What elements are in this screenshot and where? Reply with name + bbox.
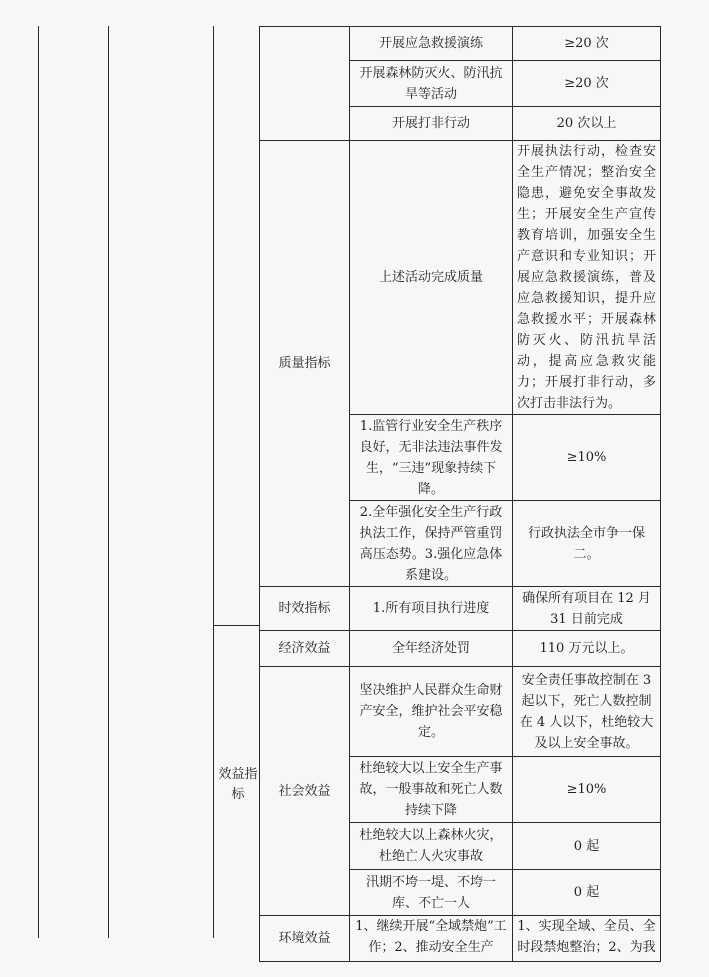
category-environmental: 环境效益 — [260, 916, 350, 962]
indicator-cell: 开展应急救援演练 — [350, 27, 513, 61]
value-cell: 开展执法行动，检查安全生产情况；整治安全隐患，避免安全事故发生；开展安全生产宣传教育培训，加强安全生产意识和专业知识；开展应急救援演练，普及应急救援知识，提升应急救援水平；开展森林防灭火、防汛抗旱活动，提高应急救灾能力；开展打非行动，多次打击非法行为。 — [513, 141, 661, 415]
value-cell: 0 起 — [513, 823, 661, 870]
indicator-cell: 杜绝较大以上森林火灾，杜绝亡人火灾事故 — [350, 823, 513, 870]
value-cell: 20 次以上 — [513, 107, 661, 141]
table-row — [260, 587, 661, 631]
indicator-cell: 上述活动完成质量 — [350, 141, 513, 415]
category-quality: 质量指标 — [260, 141, 350, 587]
grid-line — [213, 26, 214, 938]
value-cell: ≥10% — [513, 415, 661, 501]
indicator-cell: 全年经济处罚 — [350, 631, 513, 667]
value-cell: 0 起 — [513, 870, 661, 916]
category-timeliness: 时效指标 — [260, 587, 350, 631]
value-cell: 110 万元以上。 — [513, 631, 661, 667]
category-economic: 经济效益 — [260, 631, 350, 667]
table-row — [260, 667, 661, 757]
grid-line — [108, 26, 109, 938]
indicator-cell: 汛期不垮一堤、不垮一库、不亡一人 — [350, 870, 513, 916]
value-cell: ≥20 次 — [513, 27, 661, 61]
value-cell: 1、实现全域、全员、全时段禁炮整治；2、为我 — [513, 916, 661, 962]
indicator-cell: 开展打非行动 — [350, 107, 513, 141]
category-cell — [260, 27, 350, 141]
grid-line — [38, 26, 39, 938]
indicator-cell: 2.全年强化安全生产行政执法工作，保持严管重罚高压态势。3.强化应急体系建设。 — [350, 501, 513, 587]
indicator-cell: 开展森林防灭火、防汛抗旱等活动 — [350, 61, 513, 107]
table-row — [260, 631, 661, 667]
value-cell: 确保所有项目在 12 月 31 日前完成 — [513, 587, 661, 631]
value-cell: ≥10% — [513, 757, 661, 823]
category-social: 社会效益 — [260, 667, 350, 916]
indicator-cell: 坚决维护人民群众生命财产安全，维护社会平安稳定。 — [350, 667, 513, 757]
indicator-cell: 杜绝较大以上安全生产事故，一般事故和死亡人数持续下降 — [350, 757, 513, 823]
grid-line — [213, 625, 260, 626]
table-row — [260, 27, 661, 61]
value-cell: 行政执法全市争一保二。 — [513, 501, 661, 587]
indicator-cell: 1、继续开展“全域禁炮”工作；2、推动安全生产 — [350, 916, 513, 962]
indicator-cell: 1.监管行业安全生产秩序良好，无非法违法事件发生，“三违”现象持续下降。 — [350, 415, 513, 501]
value-cell: 安全责任事故控制在 3 起以下，死亡人数控制在 4 人以下，杜绝较大及以上安全事故。 — [513, 667, 661, 757]
indicator-cell: 1.所有项目执行进度 — [350, 587, 513, 631]
performance-indicator-table — [259, 26, 661, 962]
value-cell: ≥20 次 — [513, 61, 661, 107]
table-row — [260, 141, 661, 415]
table-row — [260, 916, 661, 962]
level1-benefit-label: 效益指标 — [218, 767, 258, 802]
